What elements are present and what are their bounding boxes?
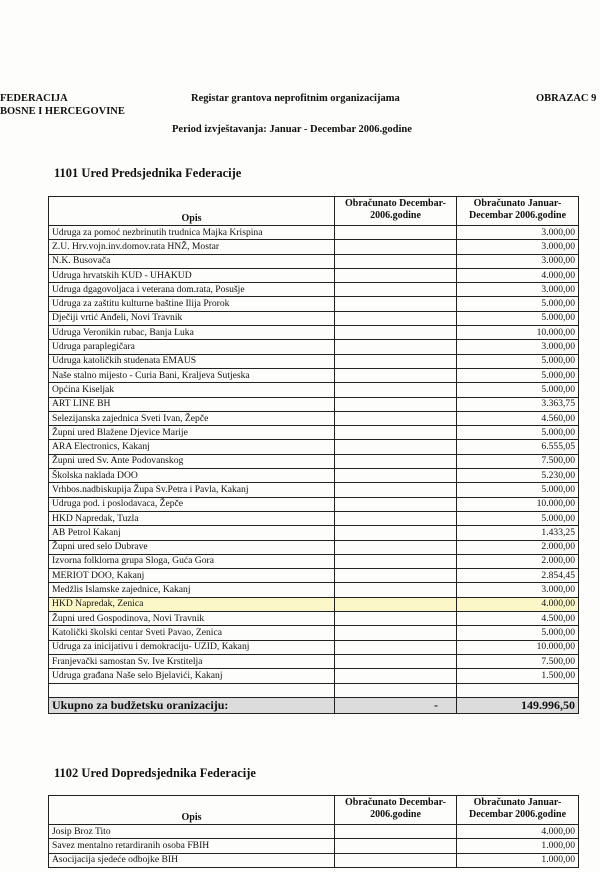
row-description: N.K. Busovača xyxy=(49,254,335,268)
row-jan-dec-amount: 5.000,00 xyxy=(457,297,579,311)
table-row xyxy=(49,511,579,525)
row-description: ARA Electronics, Kakanj xyxy=(49,440,335,454)
row-description: Udruga građana Naše selo Bjelavići, Kakanj xyxy=(49,669,335,683)
row-december-amount xyxy=(335,383,457,397)
table-row xyxy=(49,540,579,554)
row-december-amount xyxy=(335,283,457,297)
row-jan-dec-amount: 2.854,45 xyxy=(457,569,579,583)
row-december-amount xyxy=(335,569,457,583)
row-december-amount xyxy=(335,411,457,425)
table-row xyxy=(49,497,579,511)
table-row xyxy=(49,626,579,640)
column-header-december xyxy=(335,796,457,825)
row-december-amount xyxy=(335,626,457,640)
row-description: ART LINE BH xyxy=(49,397,335,411)
table-row xyxy=(49,240,579,254)
row-december-amount xyxy=(335,853,457,867)
row-description: Župni ured selo Dubrave xyxy=(49,540,335,554)
table-row xyxy=(49,326,579,340)
table-row xyxy=(49,268,579,282)
row-jan-dec-amount: 1.000,00 xyxy=(457,839,579,853)
row-description: Udruga katoličkih studenata EMAUS xyxy=(49,354,335,368)
table-row xyxy=(49,297,579,311)
table-row xyxy=(49,669,579,683)
table-row xyxy=(49,340,579,354)
row-jan-dec-amount: 1.433,25 xyxy=(457,526,579,540)
table-row xyxy=(49,426,579,440)
table-row xyxy=(49,397,579,411)
row-jan-dec-amount: 4.000,00 xyxy=(457,825,579,839)
row-december-amount xyxy=(335,497,457,511)
row-december-amount xyxy=(335,511,457,525)
row-jan-dec-amount: 5.000,00 xyxy=(457,311,579,325)
column-header-december-line-2: 2006.godine xyxy=(370,209,421,221)
row-december-amount xyxy=(335,612,457,626)
row-jan-dec-amount: 4.000,00 xyxy=(457,268,579,282)
column-header-jan-dec-line-2: Decembar 2006.godine xyxy=(468,209,567,221)
row-description: Školska naklada DOO xyxy=(49,469,335,483)
row-description: Naše stalno mijesto - Curia Bani, Kraljeva Sutjeska xyxy=(49,368,335,382)
row-jan-dec-amount: 5.000,00 xyxy=(457,483,579,497)
table-row xyxy=(49,226,579,240)
row-jan-dec-amount: 2.000,00 xyxy=(457,554,579,568)
table-row xyxy=(49,483,579,497)
row-jan-dec-amount: 3.000,00 xyxy=(457,240,579,254)
row-jan-dec-amount: 5.000,00 xyxy=(457,383,579,397)
org-line-1: FEDERACIJA xyxy=(0,93,68,104)
table-row xyxy=(49,354,579,368)
row-jan-dec-amount: 4.560,00 xyxy=(457,411,579,425)
row-jan-dec-amount: 7.500,00 xyxy=(457,654,579,668)
row-description: Josip Broz Tito xyxy=(49,825,335,839)
table-row xyxy=(49,383,579,397)
spacer-cell xyxy=(49,683,335,697)
table-row xyxy=(49,839,579,853)
row-december-amount xyxy=(335,426,457,440)
row-jan-dec-amount: 10.000,00 xyxy=(457,497,579,511)
row-jan-dec-amount: 3.363,75 xyxy=(457,397,579,411)
row-december-amount xyxy=(335,825,457,839)
table-row xyxy=(49,526,579,540)
row-jan-dec-amount: 5.000,00 xyxy=(457,511,579,525)
table-row xyxy=(49,469,579,483)
row-december-amount xyxy=(335,397,457,411)
row-december-amount xyxy=(335,483,457,497)
row-jan-dec-amount: 1.500,00 xyxy=(457,669,579,683)
row-description: Udruga Veronikin rubac, Banja Luka xyxy=(49,326,335,340)
row-december-amount xyxy=(335,540,457,554)
row-december-amount xyxy=(335,326,457,340)
row-december-amount xyxy=(335,526,457,540)
column-header-opis: Opis xyxy=(49,796,335,825)
table-spacer-row xyxy=(49,683,579,697)
section-1-title: 1101 Ured Predsjednika Federacije xyxy=(54,166,242,180)
total-december: - xyxy=(335,697,457,713)
row-december-amount xyxy=(335,226,457,240)
row-description: Župni ured Sv. Ante Podovanskog xyxy=(49,454,335,468)
row-jan-dec-amount: 4.500,00 xyxy=(457,612,579,626)
section-1-table xyxy=(48,196,579,714)
row-jan-dec-amount: 5.000,00 xyxy=(457,368,579,382)
table-row xyxy=(49,368,579,382)
row-jan-dec-amount: 2.000,00 xyxy=(457,540,579,554)
column-header-jan-dec-line-1: Obračunato Januar- xyxy=(473,198,562,209)
row-description: Župni ured Blažene Djevice Marije xyxy=(49,426,335,440)
row-description: Udruga dgagovoljaca i veterana dom.rata, Posušje xyxy=(49,283,335,297)
organization-name xyxy=(0,92,125,118)
org-line-2: BOSNE I HERCEGOVINE xyxy=(0,106,125,117)
row-jan-dec-amount: 1.000,00 xyxy=(457,853,579,867)
row-december-amount xyxy=(335,469,457,483)
row-jan-dec-amount: 3.000,00 xyxy=(457,254,579,268)
row-jan-dec-amount: 4.000,00 xyxy=(457,597,579,611)
spacer-cell xyxy=(335,683,457,697)
total-label: Ukupno za budžetsku oranizaciju: xyxy=(49,697,335,713)
table-header-row xyxy=(49,197,579,226)
row-description: Udruga za inicijativu i demokraciju- UZID, Kakanj xyxy=(49,640,335,654)
row-december-amount xyxy=(335,440,457,454)
row-description: HKD Napredak, Zenica xyxy=(49,597,335,611)
row-december-amount xyxy=(335,583,457,597)
table-row xyxy=(49,440,579,454)
table-row xyxy=(49,853,579,867)
column-header-december-line-1: Obračunato Decembar- xyxy=(345,797,446,808)
section-2-title: 1102 Ured Dopredsjednika Federacije xyxy=(54,766,256,780)
row-description: Župni ured Gospodinova, Novi Travnik xyxy=(49,612,335,626)
row-description: Udruga za pomoć nezbrinutih trudnica Majka Krispina xyxy=(49,226,335,240)
row-jan-dec-amount: 6.555,05 xyxy=(457,440,579,454)
row-description: Medžlis Islamske zajednice, Kakanj xyxy=(49,583,335,597)
row-jan-dec-amount: 10.000,00 xyxy=(457,640,579,654)
table-row xyxy=(49,454,579,468)
row-december-amount xyxy=(335,340,457,354)
row-description: HKD Napredak, Tuzla xyxy=(49,511,335,525)
row-december-amount xyxy=(335,839,457,853)
row-description: Općina Kiseljak xyxy=(49,383,335,397)
row-jan-dec-amount: 5.000,00 xyxy=(457,354,579,368)
table-row xyxy=(49,411,579,425)
row-description: MERIOT DOO, Kakanj xyxy=(49,569,335,583)
total-jan-dec: 149.996,50 xyxy=(457,697,579,713)
spacer-cell xyxy=(457,683,579,697)
table-row xyxy=(49,554,579,568)
table-row xyxy=(49,597,579,611)
row-description: AB Petrol Kakanj xyxy=(49,526,335,540)
column-header-opis: Opis xyxy=(49,197,335,226)
row-december-amount xyxy=(335,297,457,311)
row-december-amount xyxy=(335,368,457,382)
section-2-table xyxy=(48,795,579,868)
row-jan-dec-amount: 7.500,00 xyxy=(457,454,579,468)
row-description: Udruga za zaštitu kulturne baštine Ilija Prorok xyxy=(49,297,335,311)
row-description: Udruga pod. i poslodavaca, Žepče xyxy=(49,497,335,511)
table-row xyxy=(49,254,579,268)
column-header-jan-dec-line-1: Obračunato Januar- xyxy=(473,797,562,808)
row-description: Asocijacija sjedeće odbojke BIH xyxy=(49,853,335,867)
table-row xyxy=(49,612,579,626)
table-header-row xyxy=(49,796,579,825)
form-number: OBRAZAC 9 xyxy=(536,93,597,104)
table-row xyxy=(49,311,579,325)
row-description: Izvorna folklorna grupa Sloga, Guća Gora xyxy=(49,554,335,568)
row-description: Vrhbos.nadbiskupija Župa Sv.Petra i Pavla, Kakanj xyxy=(49,483,335,497)
reporting-period: Period izvještavanja: Januar - Decembar 2006.godine xyxy=(172,124,412,135)
table-row xyxy=(49,654,579,668)
section-2-rows xyxy=(49,825,579,868)
row-description: Z.U. Hrv.vojn.inv.domov.rata HNŽ, Mostar xyxy=(49,240,335,254)
table-row xyxy=(49,283,579,297)
row-december-amount xyxy=(335,354,457,368)
row-december-amount xyxy=(335,640,457,654)
column-header-december-line-1: Obračunato Decembar- xyxy=(345,198,446,209)
row-description: Udruga hrvatskih KUD - UHAKUD xyxy=(49,268,335,282)
column-header-jan-dec-line-2: Decembar 2006.godine xyxy=(468,808,567,820)
section-1-rows xyxy=(49,226,579,684)
row-description: Udruga paraplegičara xyxy=(49,340,335,354)
row-december-amount xyxy=(335,240,457,254)
row-description: Katolički školski centar Sveti Pavao, Zenica xyxy=(49,626,335,640)
register-title: Registar grantova neprofitnim organizacijama xyxy=(191,93,400,104)
row-jan-dec-amount: 10.000,00 xyxy=(457,326,579,340)
row-december-amount xyxy=(335,254,457,268)
row-description: Dječiji vrtić Anđeli, Novi Travnik xyxy=(49,311,335,325)
row-december-amount xyxy=(335,554,457,568)
table-row xyxy=(49,583,579,597)
column-header-december xyxy=(335,197,457,226)
row-december-amount xyxy=(335,268,457,282)
row-jan-dec-amount: 5.230,00 xyxy=(457,469,579,483)
table-row xyxy=(49,825,579,839)
column-header-december-line-2: 2006.godine xyxy=(370,808,421,820)
row-description: Selezijanska zajednica Sveti Ivan, Žepče xyxy=(49,411,335,425)
column-header-jan-dec xyxy=(457,197,579,226)
row-december-amount xyxy=(335,454,457,468)
row-jan-dec-amount: 3.000,00 xyxy=(457,283,579,297)
row-description: Savez mentalno retardiranih osoba FBIH xyxy=(49,839,335,853)
row-december-amount xyxy=(335,311,457,325)
row-jan-dec-amount: 3.000,00 xyxy=(457,583,579,597)
row-december-amount xyxy=(335,669,457,683)
row-jan-dec-amount: 5.000,00 xyxy=(457,626,579,640)
row-jan-dec-amount: 3.000,00 xyxy=(457,340,579,354)
table-row xyxy=(49,569,579,583)
column-header-jan-dec xyxy=(457,796,579,825)
table-row xyxy=(49,640,579,654)
row-december-amount xyxy=(335,597,457,611)
row-jan-dec-amount: 5.000,00 xyxy=(457,426,579,440)
row-description: Franjevački samostan Sv. Ive Krstitelja xyxy=(49,654,335,668)
total-row xyxy=(49,697,579,713)
row-jan-dec-amount: 3.000,00 xyxy=(457,226,579,240)
row-december-amount xyxy=(335,654,457,668)
